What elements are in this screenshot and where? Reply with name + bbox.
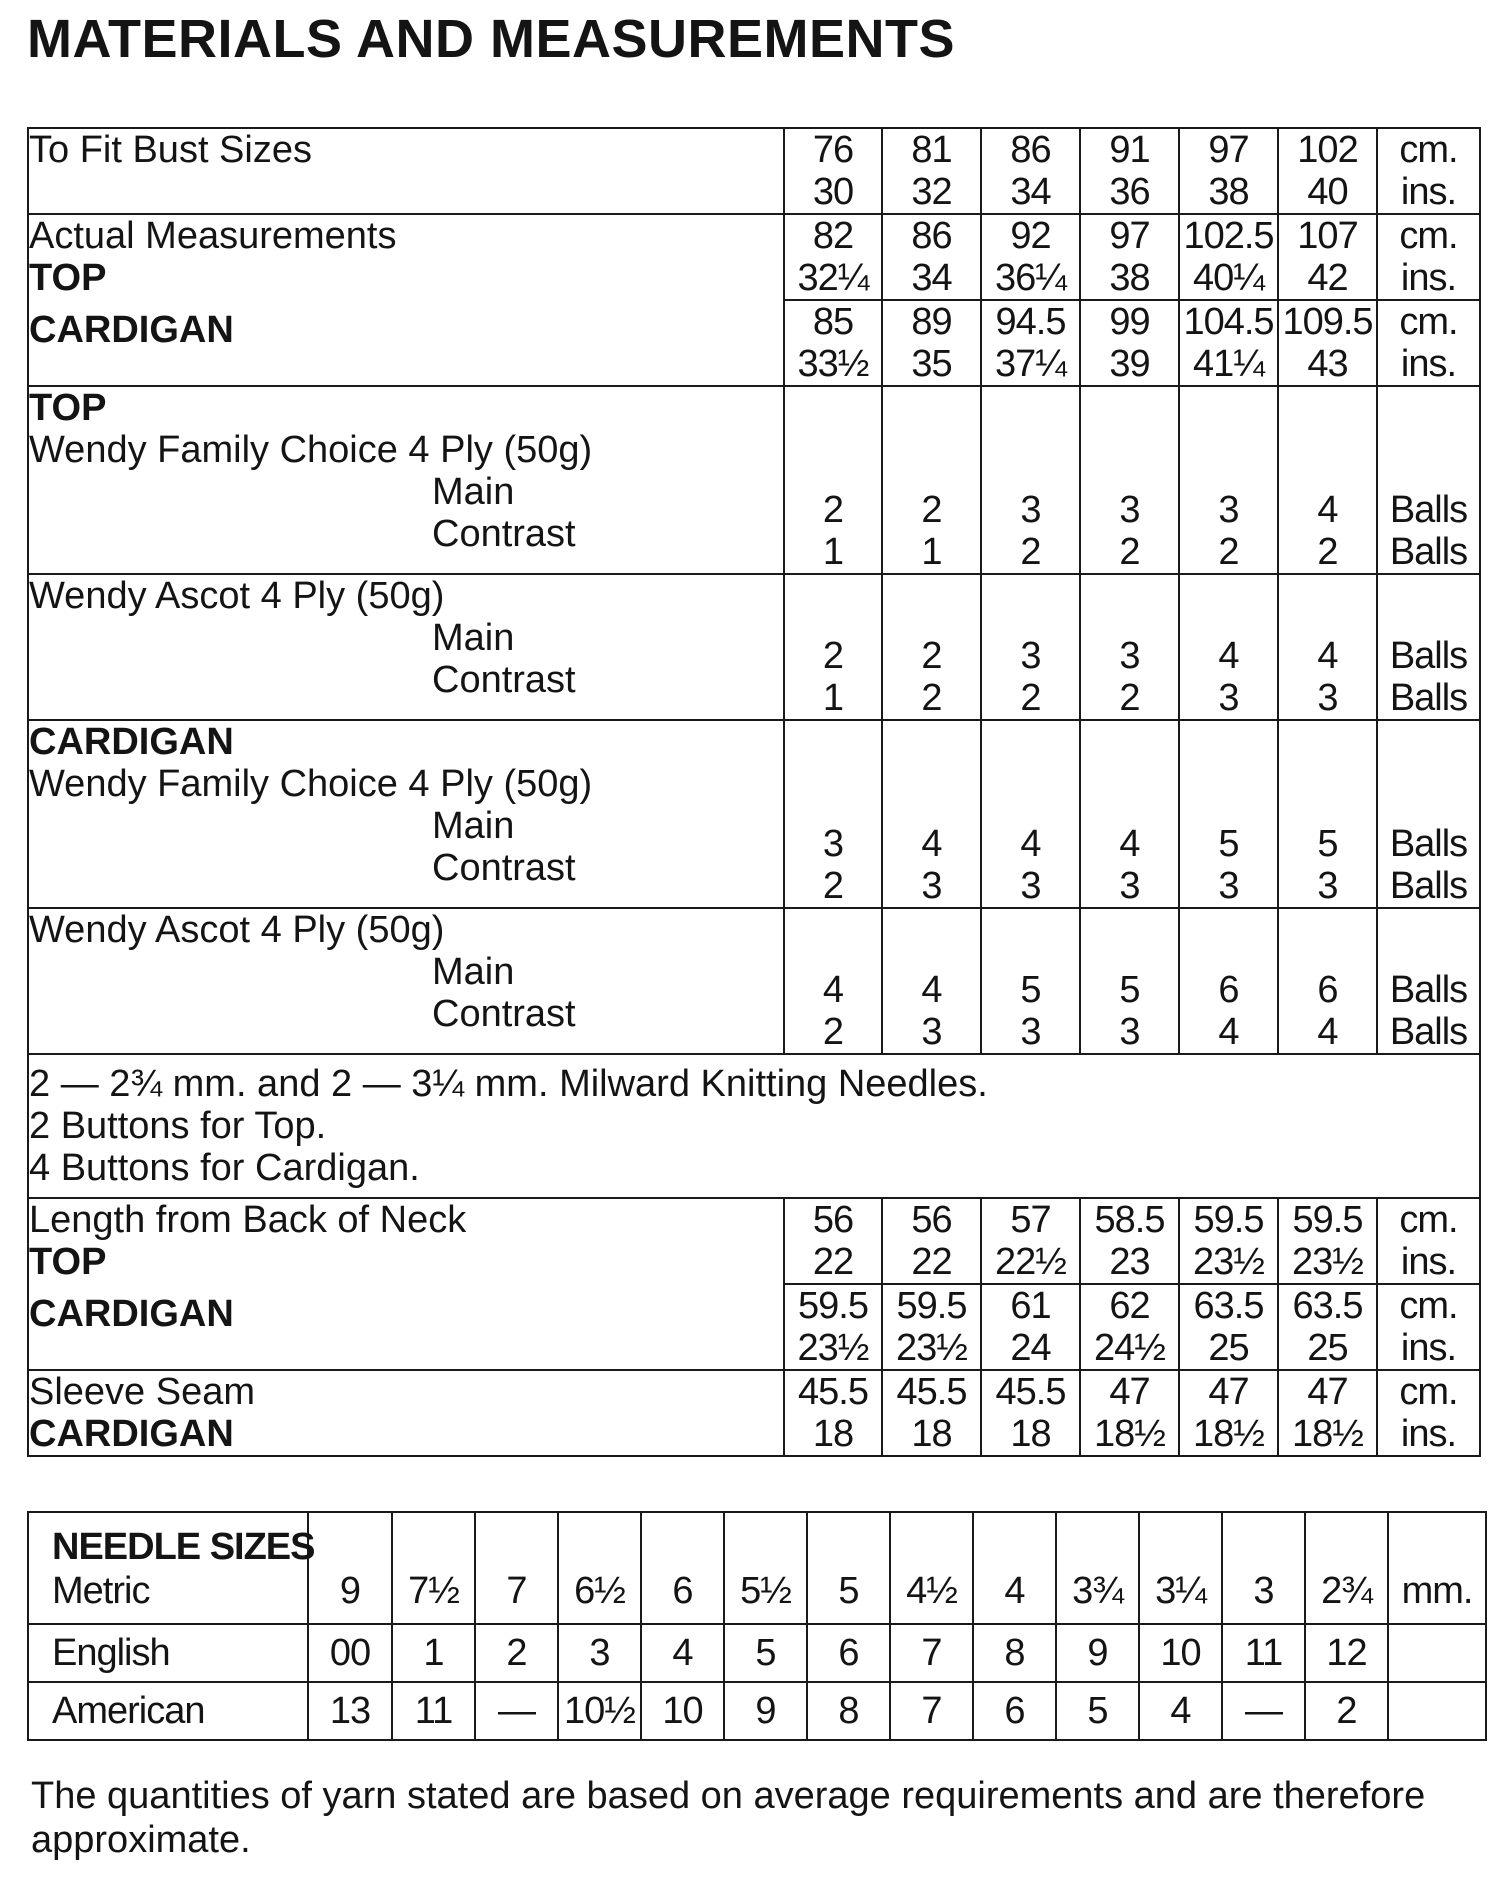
sleeve-seam-cell: 45.5 18 bbox=[882, 1370, 981, 1456]
american-size: 2 bbox=[1305, 1682, 1388, 1740]
yarn-quantity-cell: 5 3 bbox=[1080, 908, 1179, 1054]
english-label: English bbox=[28, 1624, 308, 1682]
american-size: — bbox=[1222, 1682, 1305, 1740]
yarn-quantity-cell: 5 3 bbox=[981, 908, 1080, 1054]
american-size: 5 bbox=[1056, 1682, 1139, 1740]
american-size: 4 bbox=[1139, 1682, 1222, 1740]
american-row bbox=[28, 1682, 1486, 1740]
english-size: 6 bbox=[807, 1624, 890, 1682]
actual-top-cell: 97 38 bbox=[1080, 214, 1179, 300]
yarn-quantity-cell: 3 2 bbox=[1080, 386, 1179, 574]
american-size: 7 bbox=[890, 1682, 973, 1740]
length-cardigan-cell: 59.5 23½ bbox=[882, 1284, 981, 1370]
metric-size: 9 bbox=[308, 1512, 392, 1624]
metric-size: 6 bbox=[641, 1512, 724, 1624]
metric-size: 3 bbox=[1222, 1512, 1305, 1624]
length-label: Length from Back of Neck TOP CARDIGAN bbox=[28, 1198, 784, 1370]
yarn-quantity-cell: 5 3 bbox=[1179, 720, 1278, 908]
needle-sizes-heading: NEEDLE SIZES bbox=[52, 1526, 315, 1568]
metric-size: 4 bbox=[973, 1512, 1056, 1624]
misc-requirements-row bbox=[28, 1054, 1480, 1198]
yarn-quantity-cell: 4 3 bbox=[1080, 720, 1179, 908]
sleeve-seam-row bbox=[28, 1370, 1480, 1456]
sleeve-seam-cell: 47 18½ bbox=[1278, 1370, 1377, 1456]
english-size: 3 bbox=[558, 1624, 641, 1682]
yarn-quantity-cell: 4 3 bbox=[1278, 574, 1377, 720]
actual-cardigan-cell: 99 39 bbox=[1080, 300, 1179, 386]
yarn-quantity-cell: 4 3 bbox=[981, 720, 1080, 908]
measurements-table bbox=[27, 127, 1481, 1457]
actual-top-cell: 86 34 bbox=[882, 214, 981, 300]
length-top-cell: 58.5 23 bbox=[1080, 1198, 1179, 1284]
actual-top-cell: 92 36¼ bbox=[981, 214, 1080, 300]
yarn-quantity-cell: 3 2 bbox=[981, 574, 1080, 720]
actual-cardigan-cell: 89 35 bbox=[882, 300, 981, 386]
bust-sizes-label: To Fit Bust Sizes bbox=[28, 128, 784, 214]
length-cardigan-cell: 59.5 23½ bbox=[784, 1284, 882, 1370]
actual-cardigan-cell: 94.5 37¼ bbox=[981, 300, 1080, 386]
sleeve-seam-cell: 45.5 18 bbox=[981, 1370, 1080, 1456]
length-cardigan-cell: 61 24 bbox=[981, 1284, 1080, 1370]
yarn-quantity-cell: 6 4 bbox=[1278, 908, 1377, 1054]
yarn-quantity-cell: 3 2 bbox=[784, 720, 882, 908]
metric-size: 7 bbox=[475, 1512, 558, 1624]
actual-top-cell: 102.5 40¼ bbox=[1179, 214, 1278, 300]
actual-cardigan-cell: 109.5 43 bbox=[1278, 300, 1377, 386]
unit-cell: cm. ins. bbox=[1377, 300, 1480, 386]
unit-cell: Balls Balls bbox=[1377, 908, 1480, 1054]
american-size: 9 bbox=[724, 1682, 807, 1740]
english-size: 4 bbox=[641, 1624, 724, 1682]
english-size: 2 bbox=[475, 1624, 558, 1682]
empty-cell bbox=[1388, 1624, 1486, 1682]
unit-cell: cm. ins. bbox=[1377, 214, 1480, 300]
american-size: — bbox=[475, 1682, 558, 1740]
cardigan-ascot-row bbox=[28, 908, 1480, 1054]
english-size: 8 bbox=[973, 1624, 1056, 1682]
bust-size-cell: 97 38 bbox=[1179, 128, 1278, 214]
actual-cardigan-cell: 85 33½ bbox=[784, 300, 882, 386]
american-size: 10½ bbox=[558, 1682, 641, 1740]
metric-size: 7½ bbox=[392, 1512, 475, 1624]
unit-cell: cm. ins. bbox=[1377, 1370, 1480, 1456]
english-size: 11 bbox=[1222, 1624, 1305, 1682]
yarn-quantity-cell: 3 2 bbox=[981, 386, 1080, 574]
metric-size: 2¾ bbox=[1305, 1512, 1388, 1624]
american-label: American bbox=[28, 1682, 308, 1740]
yarn-quantity-cell: 4 2 bbox=[784, 908, 882, 1054]
yarn-quantity-cell: 4 2 bbox=[1278, 386, 1377, 574]
length-cardigan-cell: 63.5 25 bbox=[1179, 1284, 1278, 1370]
american-size: 11 bbox=[392, 1682, 475, 1740]
american-size: 6 bbox=[973, 1682, 1056, 1740]
yarn-quantity-cell: 4 3 bbox=[1179, 574, 1278, 720]
metric-unit: mm. bbox=[1388, 1512, 1486, 1624]
length-cardigan-cell: 62 24½ bbox=[1080, 1284, 1179, 1370]
actual-top-row bbox=[28, 214, 1480, 300]
english-size: 1 bbox=[392, 1624, 475, 1682]
american-size: 13 bbox=[308, 1682, 392, 1740]
bust-size-cell: 81 32 bbox=[882, 128, 981, 214]
actual-top-cell: 82 32¼ bbox=[784, 214, 882, 300]
yarn-quantity-cell: 4 3 bbox=[882, 720, 981, 908]
metric-size: 5½ bbox=[724, 1512, 807, 1624]
top-ascot-row bbox=[28, 574, 1480, 720]
yarn-quantity-cell: 4 3 bbox=[882, 908, 981, 1054]
footnote: The quantities of yarn stated are based on average requirements and are therefore approximate. bbox=[31, 1775, 1426, 1861]
english-size: 12 bbox=[1305, 1624, 1388, 1682]
unit-cell: cm. ins. bbox=[1377, 1284, 1480, 1370]
yarn-quantity-cell: 3 2 bbox=[1080, 574, 1179, 720]
english-row bbox=[28, 1624, 1486, 1682]
yarn-quantity-cell: 2 1 bbox=[784, 574, 882, 720]
american-size: 8 bbox=[807, 1682, 890, 1740]
yarn-quantity-cell: 3 2 bbox=[1179, 386, 1278, 574]
cardigan-family-choice-row bbox=[28, 720, 1480, 908]
sleeve-seam-cell: 45.5 18 bbox=[784, 1370, 882, 1456]
top-ascot-label: Wendy Ascot 4 Ply (50g) Main Contrast bbox=[28, 574, 784, 720]
metric-size: 3¼ bbox=[1139, 1512, 1222, 1624]
cardigan-ascot-label: Wendy Ascot 4 Ply (50g) Main Contrast bbox=[28, 908, 784, 1054]
bust-sizes-row bbox=[28, 128, 1480, 214]
length-top-cell: 59.5 23½ bbox=[1179, 1198, 1278, 1284]
length-top-cell: 57 22½ bbox=[981, 1198, 1080, 1284]
bust-size-cell: 86 34 bbox=[981, 128, 1080, 214]
length-top-cell: 56 22 bbox=[784, 1198, 882, 1284]
sleeve-seam-cell: 47 18½ bbox=[1080, 1370, 1179, 1456]
top-buttons-note: 2 Buttons for Top. bbox=[29, 1105, 327, 1147]
unit-cell: cm. ins. bbox=[1377, 128, 1480, 214]
unit-cell: cm. ins. bbox=[1377, 1198, 1480, 1284]
metric-size: 3¾ bbox=[1056, 1512, 1139, 1624]
unit-cell: Balls Balls bbox=[1377, 720, 1480, 908]
cardigan-family-choice-label: CARDIGAN Wendy Family Choice 4 Ply (50g) Main Contrast bbox=[28, 720, 784, 908]
cardigan-buttons-note: 4 Buttons for Cardigan. bbox=[29, 1147, 420, 1189]
american-size: 10 bbox=[641, 1682, 724, 1740]
yarn-quantity-cell: 6 4 bbox=[1179, 908, 1278, 1054]
empty-cell bbox=[1388, 1682, 1486, 1740]
metric-size: 4½ bbox=[890, 1512, 973, 1624]
unit-cell: Balls Balls bbox=[1377, 386, 1480, 574]
bust-size-cell: 76 30 bbox=[784, 128, 882, 214]
metric-label: NEEDLE SIZES Metric bbox=[28, 1512, 308, 1624]
actual-cardigan-cell: 104.5 41¼ bbox=[1179, 300, 1278, 386]
sleeve-seam-cell: 47 18½ bbox=[1179, 1370, 1278, 1456]
needle-sizes-table bbox=[27, 1511, 1487, 1741]
metric-row bbox=[28, 1512, 1486, 1624]
unit-cell: Balls Balls bbox=[1377, 574, 1480, 720]
yarn-quantity-cell: 2 2 bbox=[882, 574, 981, 720]
length-top-row bbox=[28, 1198, 1480, 1284]
length-cardigan-cell: 63.5 25 bbox=[1278, 1284, 1377, 1370]
bust-size-cell: 91 36 bbox=[1080, 128, 1179, 214]
top-family-choice-row bbox=[28, 386, 1480, 574]
bust-size-cell: 102 40 bbox=[1278, 128, 1377, 214]
sleeve-seam-label: Sleeve Seam CARDIGAN bbox=[28, 1370, 784, 1456]
yarn-quantity-cell: 2 1 bbox=[784, 386, 882, 574]
length-top-cell: 56 22 bbox=[882, 1198, 981, 1284]
metric-size: 5 bbox=[807, 1512, 890, 1624]
actual-top-cell: 107 42 bbox=[1278, 214, 1377, 300]
top-family-choice-label: TOP Wendy Family Choice 4 Ply (50g) Main Contrast bbox=[28, 386, 784, 574]
metric-size: 6½ bbox=[558, 1512, 641, 1624]
yarn-quantity-cell: 5 3 bbox=[1278, 720, 1377, 908]
english-size: 9 bbox=[1056, 1624, 1139, 1682]
english-size: 7 bbox=[890, 1624, 973, 1682]
actual-measurements-label: Actual Measurements TOP CARDIGAN bbox=[28, 214, 784, 386]
english-size: 10 bbox=[1139, 1624, 1222, 1682]
page-title: MATERIALS AND MEASUREMENTS bbox=[27, 9, 955, 69]
misc-requirements bbox=[28, 1054, 1480, 1198]
english-size: 00 bbox=[308, 1624, 392, 1682]
needles-note: 2 — 2¾ mm. and 2 — 3¼ mm. Milward Knitting Needles. bbox=[29, 1063, 988, 1105]
length-top-cell: 59.5 23½ bbox=[1278, 1198, 1377, 1284]
yarn-quantity-cell: 2 1 bbox=[882, 386, 981, 574]
english-size: 5 bbox=[724, 1624, 807, 1682]
